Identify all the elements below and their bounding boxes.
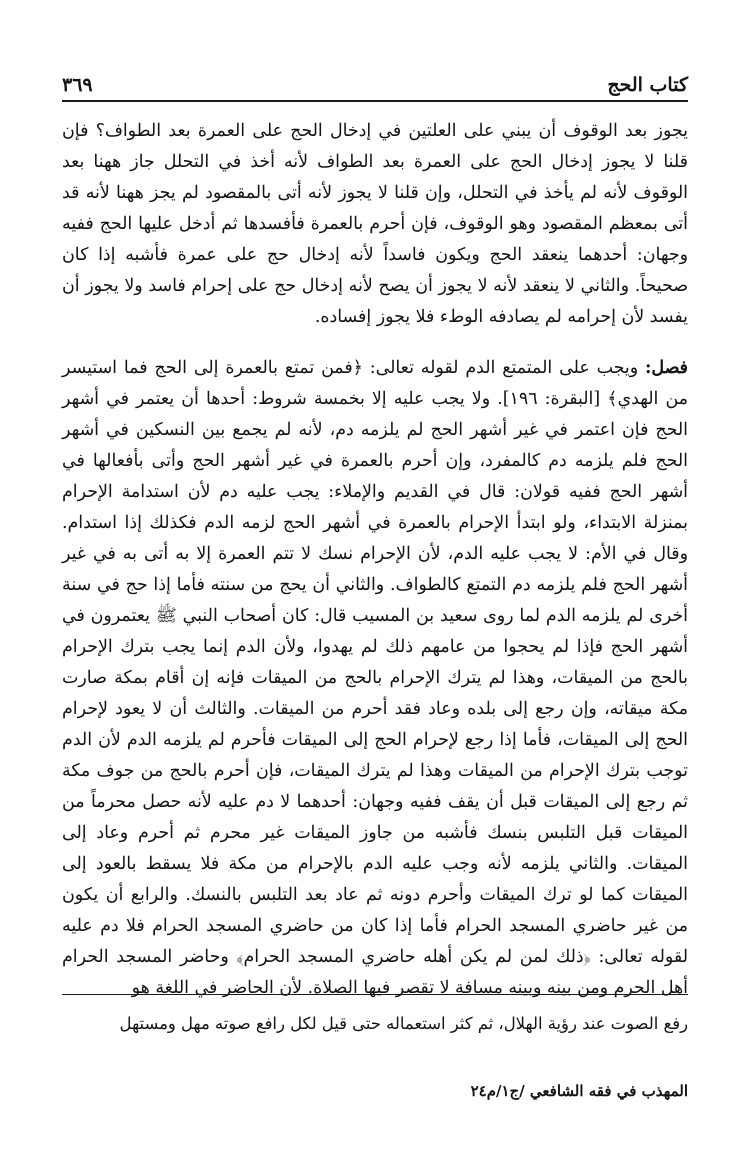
page-footer: المهذب في فقه الشافعي /ج١/م٢٤ — [470, 1082, 688, 1100]
paragraph-2 — [62, 353, 688, 1004]
running-title: كتاب الحج — [607, 74, 688, 96]
footnote: رفع الصوت عند رؤية الهلال، ثم كثر استعماله حتى قيل لكل رافع صوته مهل ومستهل — [119, 1014, 688, 1033]
footnote-divider — [62, 994, 688, 995]
section-label: فصل: — [645, 358, 688, 378]
paragraph-2-text: ويجب على المتمتع الدم لقوله تعالى: ﴿فمن تمتع بالعمرة إلى الحج فما استيسر من الهدي﴾ [البقرة: ١٩٦]. ولا يجب عليه إلا بخمسة شروط: أحدها أن يعتمر في أشهر الحج فإن اعتمر في غير أشهر الحج لم يلزمه دم، لأنه لم يجمع بين النسكين في أشهر الحج فلم يلزمه دم كالمفرد، وإن أحرم بالعمرة في غير أشهر الحج وأتى بأفعالها في أشهر الحج ففيه قولان: قال في القديم والإملاء: يجب عليه دم لأن استدامة الإحرام بمنزلة الابتداء، ولو ابتدأ الإحرام بالعمرة في أشهر الحج لزمه الدم فكذلك إذا استدام. وقال في الأم: لا يجب عليه الدم، لأن الإحرام نسك لا تتم العمرة إلا به أتى به في غير أشهر الحج فلم يلزمه دم التمتع كالطواف. والثاني أن يحج من سنته فأما إذا حج في سنة أخرى لم يلزمه الدم لما روى سعيد بن المسيب قال: كان أصحاب النبي ﷺ يعتمرون في أشهر الحج فإذا لم يحجوا من عامهم ذلك لم يهدوا، ولأن الدم إنما يجب بترك الإحرام بالحج من الميقات، وهذا لم يترك الإحرام بالحج من الميقات فإنه إن أقام بمكة صارت مكة ميقاته، وإن رجع إلى بلده وعاد فقد أحرم من الميقات. والثالث أن لا يعود لإحرام الحج إلى الميقات، فأما إذا رجع لإحرام الحج إلى الميقات فأحرم لم يلزمه الدم لأن الدم توجب بترك الإحرام من الميقات وهذا لم يترك الميقات، فإن أحرم بالحج من جوف مكة ثم رجع إلى الميقات قبل أن يقف ففيه وجهان: أحدهما لا دم عليه لأنه حصل محرماً من الميقات قبل التلبس بنسك فأشبه من جاوز الميقات غير محرم ثم أحرم وعاد إلى الميقات. والثاني يلزمه لأنه وجب عليه الدم بالإحرام من مكة فلا يسقط بالعود إلى الميقات كما لو ترك الميقات وأحرم دونه ثم عاد بعد التلبس بالنسك. والرابع أن يكون من غير حاضري المسجد الحرام فأما إذا كان من حاضري المسجد الحرام فلا دم عليه لقوله تعالى: ﴿ذلك لمن لم يكن أهله حاضري المسجد الحرام﴾ وحاضر المسجد الحرام أهل الحرم ومن بينه وبينه مسافة لا تقصر فيها الصلاة. لأن الحاضر في اللغة هو — [62, 358, 688, 998]
page-header — [62, 64, 688, 102]
main-text — [62, 116, 688, 1004]
paragraph-1: يجوز بعد الوقوف أن يبني على العلتين في إدخال الحج على العمرة بعد الطواف؟ فإن قلنا لا يجوز إدخال الحج على العمرة بعد الطواف لأنه أخذ في التحلل جاز ههنا بعد الوقوف لأنه لم يأخذ في التحلل، وإن قلنا لا يجوز لأنه أتى بالمقصود لم يجز ههنا لأنه قد أتى بمعظم المقصود وهو الوقوف، فإن أحرم بالعمرة فأفسدها ثم أدخل عليها الحج ففيه وجهان: أحدهما ينعقد الحج ويكون فاسداً لأنه إدخال حج على عمرة فأشبه إذا كان صحيحاً. والثاني لا ينعقد لأنه لا يجوز أن يصح لأنه إدخال حج على إحرام فاسد ولا يجوز أن يفسد لأن إحرامه لم يصادفه الوطء فلا يجوز إفساده. — [62, 121, 688, 327]
page-number: ٣٦٩ — [62, 74, 93, 96]
